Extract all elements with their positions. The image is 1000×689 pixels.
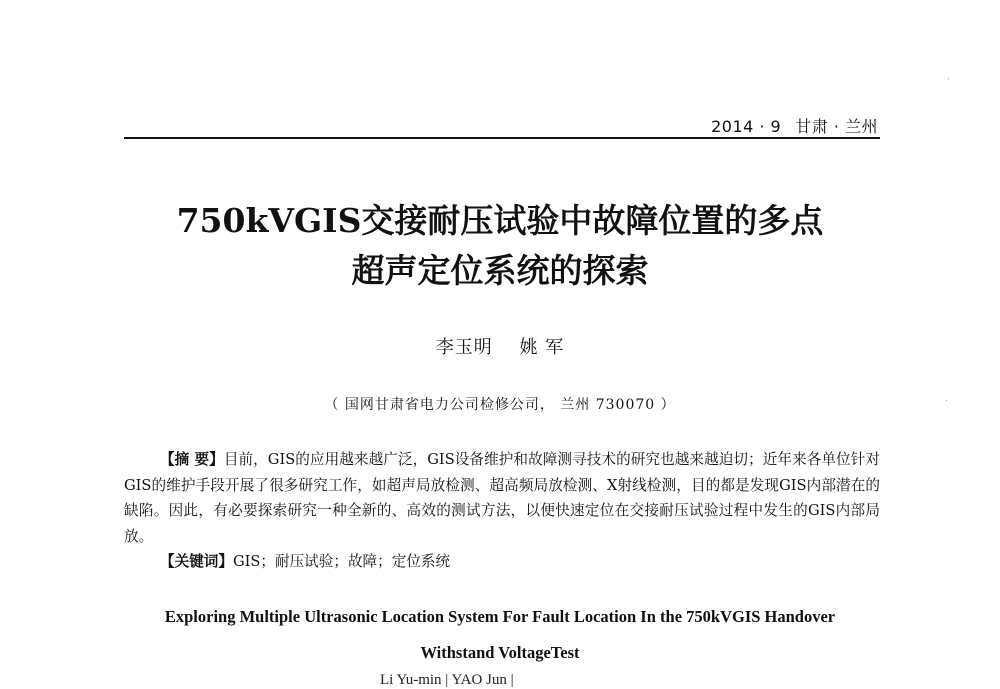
english-authors: Li Yu-min | YAO Jun | [380,672,514,688]
header-rule [124,137,880,139]
abstract-label: 【摘 要】 [160,451,224,468]
header-text [711,114,878,137]
english-title-line-2: Withstand VoltageTest [420,643,580,662]
keywords-text: GIS；耐压试验；故障；定位系统 [232,553,451,570]
author-2: 姚 军 [519,337,565,358]
paper-title [0,196,1000,296]
keywords-label: 【关键词】 [160,553,233,570]
abstract-text: 目前，GIS的应用越来越广泛，GIS设备维护和故障测寻技术的研究也越来越迫切；近年来各单位针对GIS的维护手段开展了很多研究工作，如超声局放检测、超高频局放检测、X射线检测，目的都是发现GIS内部潜在的缺陷。因此，有必要探索研究一种全新的、高效的测试方法，以便快速定位在交接耐压试验过程中发生的GIS内部局放。 [124,451,880,545]
english-title [0,599,1000,671]
english-title-line-1: Exploring Multiple Ultrasonic Location System For Fault Location In the 750kVGIS Handover [164,607,836,626]
scan-speck [948,78,949,79]
title-line-2: 超声定位系统的探索 [351,251,649,290]
issue-date: 2014 · 9 [711,117,782,136]
title-line-1: 750kVGIS交接耐压试验中故障位置的多点 [176,201,824,240]
abstract [124,447,880,549]
affiliation: （ 国网甘肃省电力公司检修公司， 兰州 730070 ） [324,397,676,413]
keywords [160,550,450,571]
scan-speck [946,400,947,401]
authors [0,333,1000,359]
author-1: 李玉明 [435,337,493,358]
conference-location: 甘肃 · 兰州 [795,117,878,136]
